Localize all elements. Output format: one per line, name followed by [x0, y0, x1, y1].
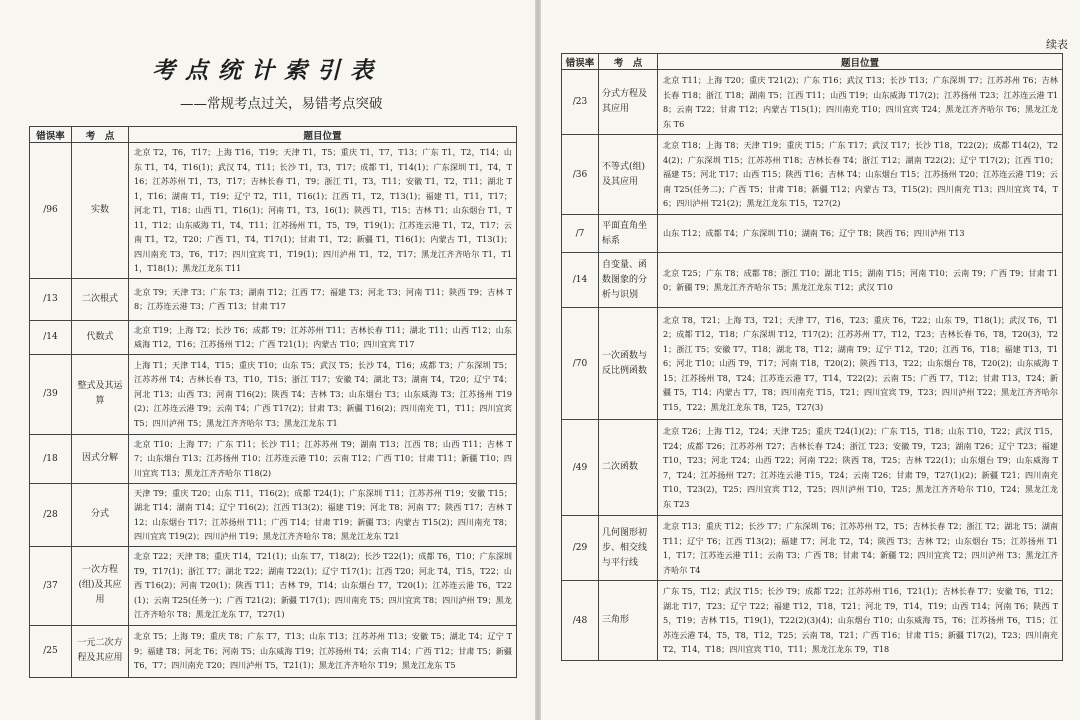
topic-label: 代数式 [72, 320, 129, 354]
question-positions: 北京 T13；重庆 T12；长沙 T7；广东深圳 T6；江苏苏州 T2，T5；吉林长春 T2；浙江 T2；湖北 T5；湖南 T11；辽宁 T6；江西 T13(2)；福建 T7；河北 T2，T4；陕西 T3；吉林 T2；山东烟台 T5；江苏扬州 T11，T17；江苏连云港 T11；云南 T3；广西 T8；甘肃 T4；新疆 T2；四川宜宾 T2；四川泸州 T3；黑龙江齐齐哈尔 T4 [658, 516, 1063, 581]
table-row [30, 320, 517, 354]
question-positions: 山东 T12；成都 T4；广东深圳 T10；湖南 T6；辽宁 T8；陕西 T6；四川泸州 T13 [658, 215, 1063, 253]
question-positions: 上海 T1；天津 T14，T15；重庆 T10；山东 T5；武汉 T5；长沙 T4，T16；成都 T3；广东深圳 T5；江苏苏州 T4；吉林长春 T3，T10，T15；浙江 T17；安徽 T4；湖北 T3；湖南 T4，T20；辽宁 T4；河北 T13；山西 T3；河南 T16(2)；陕西 T4；吉林 T3；山东烟台 T3；山东威海 T3；江苏扬州 T19(2)；江苏连云港 T9；云南 T4；广西 T17(2)；甘肃 T3；新疆 T16(2)；四川南充 T1，T11；四川宜宾 T5；四川泸州 T5；黑龙江齐齐哈尔 T3；黑龙江龙东 T1 [129, 354, 517, 434]
header-positions: 题目位置 [129, 127, 517, 143]
table-row [30, 625, 517, 677]
topic-label: 不等式(组)及其应用 [599, 135, 658, 215]
table-row [562, 420, 1063, 516]
error-rate: /7 [562, 215, 599, 253]
right-page [541, 0, 1080, 720]
statistics-table-left [29, 126, 517, 678]
table-header-row [30, 127, 517, 143]
table-row [30, 434, 517, 483]
error-rate: /23 [562, 70, 599, 135]
topic-label: 实数 [72, 143, 129, 279]
topic-label: 一元二次方程及其应用 [72, 625, 129, 677]
question-positions: 北京 T11；上海 T20；重庆 T21(2)；广东 T16；武汉 T13；长沙 T13；广东深圳 T7；江苏苏州 T6；吉林长春 T18；浙江 T18；湖南 T5；江西 T11；山西 T19；山东威海 T17(2)；江苏扬州 T23；江苏连云港 T18；云南 T22；甘肃 T12；内蒙古 T15(1)；四川南充 T10；四川宜宾 T24；黑龙江齐齐哈尔 T6；黑龙江龙东 T6 [658, 70, 1063, 135]
header-positions: 题目位置 [658, 54, 1063, 70]
error-rate: /28 [30, 483, 72, 546]
table-header-row [562, 54, 1063, 70]
table-row [30, 143, 517, 279]
table-row [562, 253, 1063, 308]
topic-label: 平面直角坐标系 [599, 215, 658, 253]
topic-label: 一次方程(组)及其应用 [72, 546, 129, 625]
topic-label: 因式分解 [72, 434, 129, 483]
table-row [562, 135, 1063, 215]
question-positions: 北京 T18；上海 T8；天津 T19；重庆 T15；广东 T17；武汉 T17；长沙 T18，T22(2)；成都 T14(2)，T24(2)；广东深圳 T15；江苏苏州 T18；吉林长春 T4；浙江 T12；湖南 T22(2)；辽宁 T17(2)；江西 T10；福建 T5；河北 T17；山西 T15；陕西 T16；吉林 T4；山东烟台 T15；江苏扬州 T20；江苏连云港 T19；云南 T25(任务二)；广西 T5；甘肃 T18；新疆 T12；内蒙古 T3，T15(2)；四川南充 T13；四川宜宾 T4，T6；四川泸州 T21(2)；黑龙江龙东 T15，T27(2) [658, 135, 1063, 215]
question-positions: 天津 T9；重庆 T20；山东 T11，T16(2)；成都 T24(1)；广东深圳 T11；江苏苏州 T19；安徽 T15；湖北 T14；湖南 T14；辽宁 T16(2)；江西 T13(2)；福建 T19；河北 T8；河南 T7；陕西 T17；吉林 T12；山东烟台 T17；江苏扬州 T11；广西 T14；甘肃 T19；新疆 T3；内蒙古 T15(2)；四川南充 T8；四川宜宾 T19(2)；四川泸州 T19；黑龙江齐齐哈尔 T8；黑龙江龙东 T21 [129, 483, 517, 546]
topic-label: 一次函数与反比例函数 [599, 308, 658, 420]
error-rate: /37 [30, 546, 72, 625]
continued-label: 续表 [1046, 38, 1068, 51]
header-rate: 错误率 [30, 127, 72, 143]
table-row [30, 546, 517, 625]
error-rate: /18 [30, 434, 72, 483]
error-rate: /48 [562, 581, 599, 661]
question-positions: 广东 T5，T12；武汉 T15；长沙 T9；成都 T22；江苏苏州 T16，T21(1)；吉林长春 T7；安徽 T6，T12；湖北 T17，T23；辽宁 T22；福建 T12，T18，T21；河北 T9，T14，T19；山西 T14；河南 T6；陕西 T5，T19；吉林 T15，T19(1)，T22(2)(3)(4)；山东烟台 T10；山东威海 T5，T6；江苏扬州 T6，T15；江苏连云港 T4，T5，T8，T12，T25；云南 T8，T21；广西 T16；甘肃 T15；新疆 T17(2)，T23；四川南充 T2，T14，T18；四川宜宾 T10，T11；黑龙江龙东 T9，T18 [658, 581, 1063, 661]
question-positions: 北京 T8，T21；上海 T3，T21；天津 T7，T16，T23；重庆 T6，T22；山东 T9，T18(1)；武汉 T6，T12；成都 T12，T18；广东深圳 T12，T17(2)；江苏苏州 T7，T12，T23；吉林长春 T6，T8，T20(3)，T21；浙江 T5；安徽 T7，T18；湖北 T8，T12；湖南 T9；辽宁 T12，T20；江西 T6，T18；福建 T13，T16；河北 T10；山西 T9，T17；河南 T18，T20(2)；陕西 T13，T22；山东烟台 T8，T20(2)；山东威海 T15；江苏扬州 T8，T24；江苏连云港 T7，T14，T22(2)；云南 T5；广西 T7，T12；甘肃 T13，T24；新疆 T5，T14；内蒙古 T7，T8；四川南充 T15，T21；四川宜宾 T9，T23；四川泸州 T22；黑龙江齐齐哈尔 T15，T22；黑龙江龙东 T8，T25，T27(3) [658, 308, 1063, 420]
statistics-table-right [561, 53, 1063, 661]
question-positions: 北京 T9；天津 T3；广东 T3；湖南 T12；江西 T7；福建 T3；河北 T3；河南 T11；陕西 T9；吉林 T8；江苏连云港 T3；广西 T13；甘肃 T17 [129, 278, 517, 320]
header-rate: 错误率 [562, 54, 599, 70]
error-rate: /13 [30, 278, 72, 320]
table-row [562, 581, 1063, 661]
error-rate: /49 [562, 420, 599, 516]
topic-label: 自变量、函数图象的分析与识别 [599, 253, 658, 308]
error-rate: /70 [562, 308, 599, 420]
table-row [30, 278, 517, 320]
topic-label: 二次根式 [72, 278, 129, 320]
table-row [562, 70, 1063, 135]
left-page [0, 0, 535, 720]
topic-label: 分式 [72, 483, 129, 546]
question-positions: 北京 T2，T6，T17；上海 T16，T19；天津 T1，T5；重庆 T1，T7，T13；广东 T1，T2，T14；山东 T1，T4，T16(1)；武汉 T4，T11；长沙 T1，T3，T17；成都 T1，T14(1)；广东深圳 T1，T4，T16；江苏苏州 T1，T3，T17；吉林长春 T1，T9；浙江 T1，T3，T11；安徽 T1，T2，T11；湖北 T1，T16；湖南 T1，T19；辽宁 T2，T11，T16(1)；江西 T1，T2，T13(1)；福建 T1，T11，T17；河北 T1，T18；山西 T1，T16(1)；河南 T1，T3，16(1)；陕西 T1，T15；吉林 T1；山东烟台 T1，T11，T12；山东威海 T1，T4，T11；江苏扬州 T1，T5，T9，T19(1)；江苏连云港 T1，T2，T17；云南 T1，T2，T20；广西 T1，T4，T17(1)；甘肃 T1，T2；新疆 T1，T16(1)；内蒙古 T1，T13(1)；四川南充 T3，T6，T17；四川宜宾 T1，T19(1)；四川泸州 T1，T2，T17；黑龙江齐齐哈尔 T1，T11，T18(1)；黑龙江龙东 T11 [129, 143, 517, 279]
error-rate: /29 [562, 516, 599, 581]
question-positions: 北京 T22；天津 T8；重庆 T14，T21(1)；山东 T7，T18(2)；长沙 T22(1)；成都 T6，T10；广东深圳 T9，T17(1)；浙江 T7；湖北 T22；湖南 T22(1)；辽宁 T17(1)；江西 T20；河北 T4，T15，T22；山西 T16(2)；河南 T20(1)；陕西 T11；吉林 T9，T14；山东烟台 T7，T20(1)；江苏连云港 T6，T22(1)；云南 T25(任务一)；广西 T21(2)；新疆 T17(1)；四川南充 T5；四川宜宾 T8；四川泸州 T9；黑龙江齐齐哈尔 T8；黑龙江龙东 T7，T27(1) [129, 546, 517, 625]
page-subtitle: ——常规考点过关，易错考点突破 [180, 96, 383, 112]
table-row [562, 308, 1063, 420]
topic-label: 整式及其运算 [72, 354, 129, 434]
table-row [562, 215, 1063, 253]
error-rate: /39 [30, 354, 72, 434]
error-rate: /14 [30, 320, 72, 354]
question-positions: 北京 T26；上海 T12，T24；天津 T25；重庆 T24(1)(2)；广东 T15，T18；山东 T10，T22；武汉 T15，T24；成都 T26；江苏苏州 T27；吉林长春 T24；浙江 T23；安徽 T9，T23；湖南 T26；辽宁 T23；福建 T10，T23；河北 T24；山西 T22；河南 T22；陕西 T8，T25；吉林 T22(1)；山东烟台 T9；山东威海 T7，T24；江苏扬州 T27；江苏连云港 T15，T24；云南 T26；甘肃 T9，T27(1)(2)；新疆 T21；四川南充 T10，T23(2)，T25；四川宜宾 T12，T25；四川泸州 T10，T25；黑龙江齐齐哈尔 T10，T24；黑龙江龙东 T23 [658, 420, 1063, 516]
header-topic: 考 点 [599, 54, 658, 70]
topic-label: 三角形 [599, 581, 658, 661]
topic-label: 二次函数 [599, 420, 658, 516]
topic-label: 分式方程及其应用 [599, 70, 658, 135]
question-positions: 北京 T10；上海 T7；广东 T11；长沙 T11；江苏苏州 T9；湖南 T13；江西 T8；山西 T11；吉林 T7；山东烟台 T13；江苏扬州 T10；江苏连云港 T10；云南 T12；广西 T10；甘肃 T11；新疆 T10；四川宜宾 T13；黑龙江齐齐哈尔 T18(2) [129, 434, 517, 483]
table-row [562, 516, 1063, 581]
error-rate: /96 [30, 143, 72, 279]
error-rate: /14 [562, 253, 599, 308]
question-positions: 北京 T25；广东 T8；成都 T8；浙江 T10；湖北 T15；湖南 T15；河南 T10；云南 T9；广西 T9；甘肃 T10；新疆 T9；黑龙江齐齐哈尔 T5；黑龙江龙东 T12；武汉 T10 [658, 253, 1063, 308]
table-row [30, 354, 517, 434]
page-title: 考点统计索引表 [152, 57, 383, 84]
error-rate: /25 [30, 625, 72, 677]
error-rate: /36 [562, 135, 599, 215]
table-row [30, 483, 517, 546]
topic-label: 几何图形初步、相交线与平行线 [599, 516, 658, 581]
header-topic: 考 点 [72, 127, 129, 143]
question-positions: 北京 T19；上海 T2；长沙 T6；成都 T9；江苏苏州 T11；吉林长春 T11；湖北 T11；山西 T12；山东威海 T12，T16；江苏扬州 T12；广西 T21(1)；内蒙古 T10；四川宜宾 T17 [129, 320, 517, 354]
question-positions: 北京 T5；上海 T9；重庆 T8；广东 T7，T13；山东 T13；江苏苏州 T13；安徽 T5；湖北 T4；辽宁 T9；福建 T8；河北 T6；河南 T5；山东威海 T19；江苏扬州 T4；云南 T14；广西 T12；甘肃 T5；新疆 T6，T7；四川南充 T20；四川泸州 T5，T21(1)；黑龙江齐齐哈尔 T19；黑龙江龙东 T5 [129, 625, 517, 677]
